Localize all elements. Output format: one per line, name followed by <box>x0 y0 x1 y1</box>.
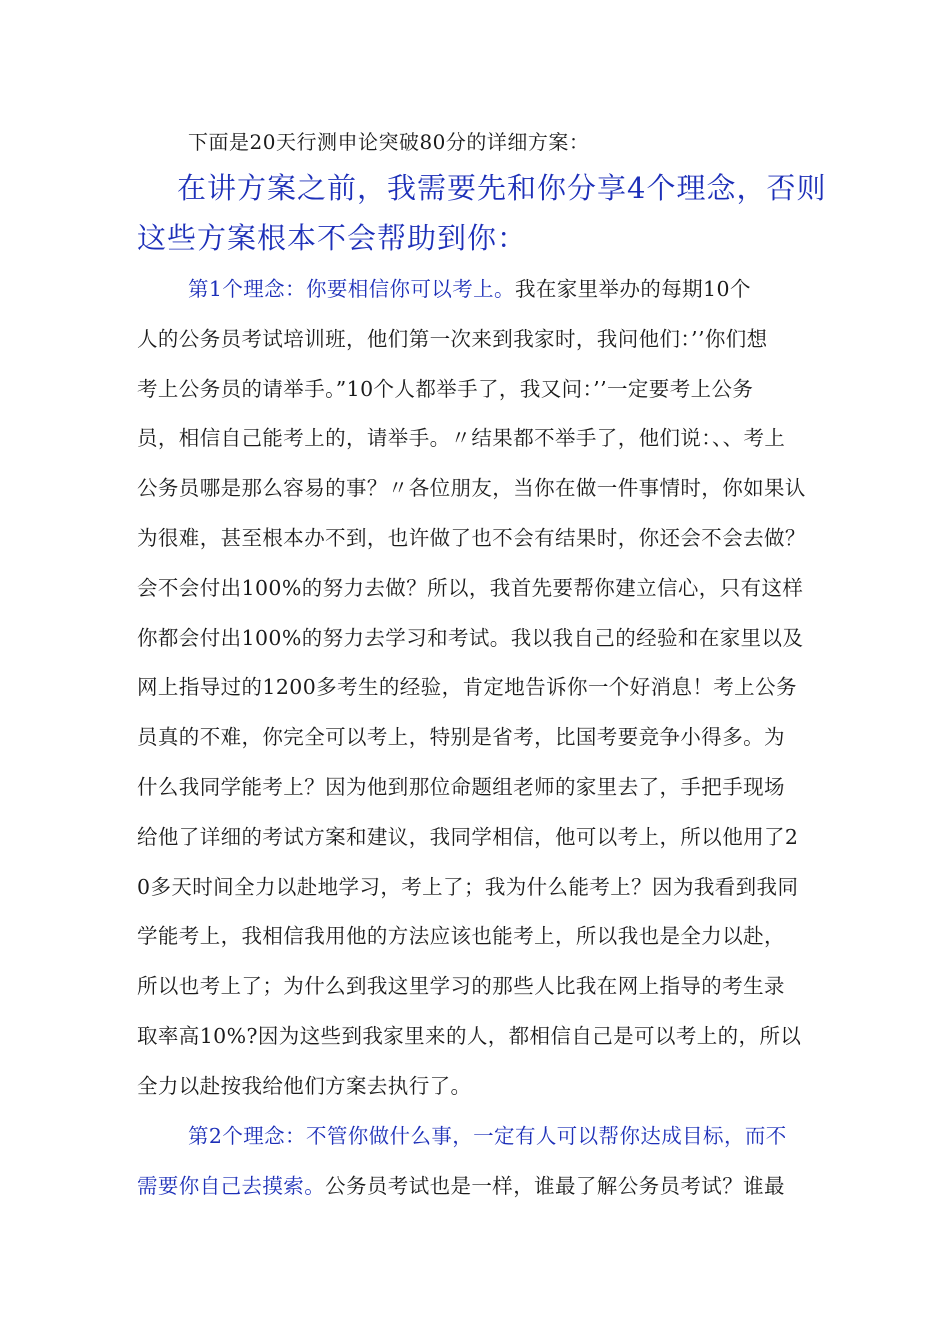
heading-line-2: 这些方案根本不会帮助到你： <box>137 221 528 255</box>
paragraph-line: 什么我同学能考上？因为他到那位命题组老师的家里去了，手把手现场 <box>137 774 785 799</box>
paragraph-line: 公务员哪是那么容易的事？〃各位朋友，当你在做一件事情时，你如果认 <box>137 476 806 501</box>
paragraph-line: 员，相信自己能考上的，请举手。〃结果都不举手了，他们说：、、考上 <box>137 426 786 451</box>
heading <box>137 163 827 263</box>
heading-line-1: 在讲方案之前，我需要先和你分享4个理念，否则 <box>177 171 827 205</box>
intro-text: 下面是20天行测申论突破80分的详细方案： <box>188 130 590 154</box>
paragraph-line: 全力以赴按我给他们方案去执行了。 <box>137 1073 472 1098</box>
concept-1-highlight: 第1个理念：你要相信你可以考上。 <box>188 277 515 301</box>
paragraph-line: 为很难，甚至根本办不到，也许做了也不会有结果时，你还会不会去做？ <box>137 525 806 550</box>
concept-2-highlight-line-1: 第2个理念：不管你做什么事，一定有人可以帮你达成目标，而不 <box>188 1124 787 1148</box>
paragraph-concept-2 <box>137 1112 827 1212</box>
paragraph-line: 你都会付出100%的努力去学习和考试。我以我自己的经验和在家里以及 <box>137 625 804 650</box>
concept-2-highlight-line-2: 需要你自己去摸索。 <box>137 1173 326 1198</box>
paragraph-line: 取率高10%?因为这些到我家里来的人，都相信自己是可以考上的，所以 <box>137 1023 802 1048</box>
paragraph-line: 会不会付出100%的努力去做？所以，我首先要帮你建立信心，只有这样 <box>137 575 804 600</box>
paragraph-line: 员真的不难，你完全可以考上，特别是省考，比国考要竞争小得多。为 <box>137 725 785 750</box>
concept-1-line-1-rest: 我在家里举办的每期10个 <box>514 277 751 301</box>
paragraph-line: 0多天时间全力以赴地学习，考上了；我为什么能考上？因为我看到我同 <box>137 874 799 899</box>
paragraph-line <box>137 1162 827 1212</box>
paragraph-line <box>137 265 827 315</box>
paragraph-concept-1 <box>137 265 827 1112</box>
concept-2-line-2-rest: 公务员考试也是一样，谁最了解公务员考试？谁最 <box>325 1173 785 1198</box>
paragraph-line: 考上公务员的请举手。”10个人都举手了，我又问：’’一定要考上公务 <box>137 376 754 401</box>
paragraph-line: 学能考上，我相信我用他的方法应该也能考上，所以我也是全力以赴， <box>137 924 785 949</box>
paragraph-line: 网上指导过的1200多考生的经验，肯定地告诉你一个好消息！考上公务 <box>137 675 797 700</box>
paragraph-line: 人的公务员考试培训班，他们第一次来到我家时，我问他们：’’你们想 <box>137 326 768 351</box>
paragraph-line: 给他了详细的考试方案和建议，我同学相信，他可以考上，所以他用了2 <box>137 824 799 849</box>
paragraph-line: 所以也考上了；为什么到我这里学习的那些人比我在网上指导的考生录 <box>137 974 785 999</box>
